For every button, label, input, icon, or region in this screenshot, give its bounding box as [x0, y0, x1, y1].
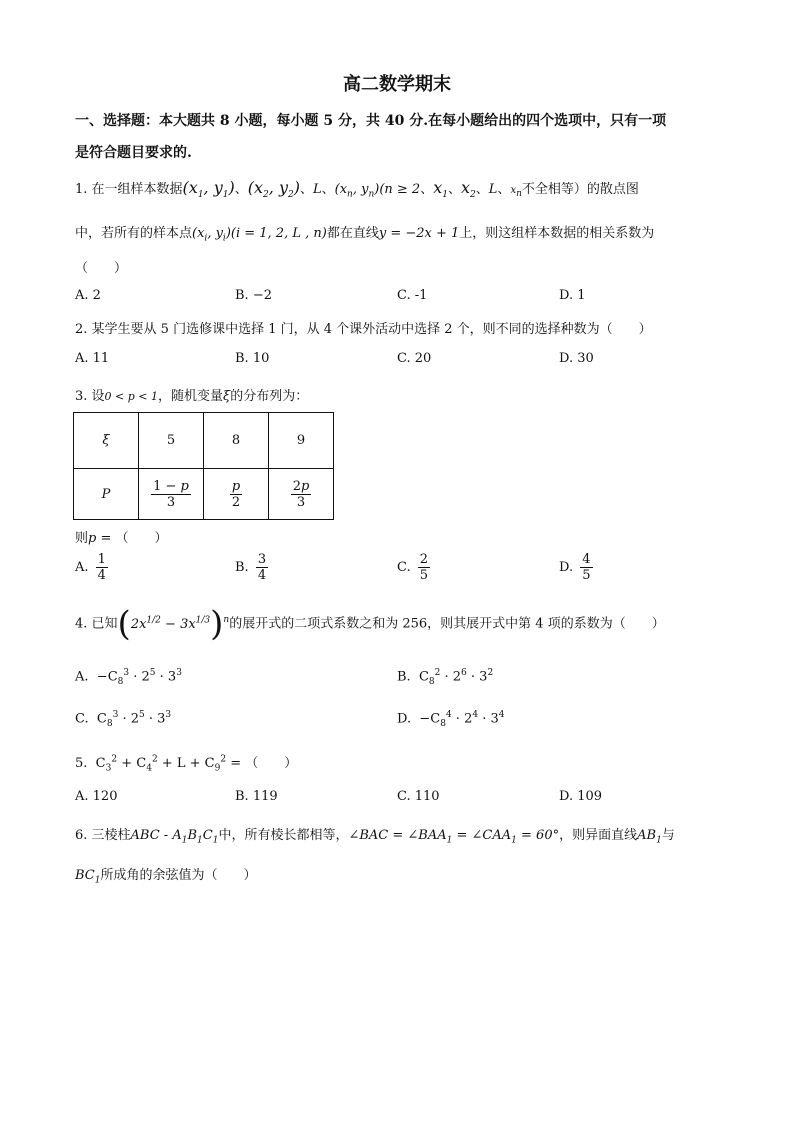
table-cell: 8 — [204, 413, 269, 469]
option-label: A. — [75, 560, 89, 575]
q3-option-d[interactable] — [559, 552, 596, 583]
question-3-tail: 的分布列为： — [230, 389, 309, 404]
q5-option-a[interactable]: A. 120 — [75, 789, 118, 804]
math-p: p — [88, 531, 97, 546]
question-3-text — [75, 385, 308, 404]
q1-option-b[interactable]: B. −2 — [235, 288, 272, 303]
math-x1y1: ($x_1$, $y_1$) — [182, 178, 235, 201]
math-prism: ABC - $A_1B_1C_1$ — [130, 828, 219, 846]
q5-option-c[interactable]: C. 110 — [397, 789, 440, 804]
left-paren: ( — [117, 604, 131, 644]
q5-option-d[interactable]: D. 109 — [559, 789, 603, 804]
math-xiyi: ($x_i$, $y_i)(i = 1$, 2, L , n) — [192, 226, 327, 244]
page-title: 高二数学期末 — [343, 74, 451, 95]
question-5-tail: = （ ） — [230, 756, 298, 771]
option-label: D. — [397, 711, 412, 727]
separator: 、 — [420, 182, 434, 197]
option-label: C. — [75, 711, 89, 727]
frac-denominator: 4 — [257, 568, 267, 583]
frac-numerator: 4 — [582, 552, 591, 567]
q2-option-d[interactable]: D. 30 — [559, 351, 594, 366]
question-1-line2-intro: 中，若所有的样本点 — [75, 226, 193, 241]
q2-option-b[interactable]: B. 10 — [235, 351, 270, 366]
math-xi: ξ — [223, 389, 231, 404]
q4-option-b[interactable]: B. $C_8^2 \cdot 2^6 \cdot 3^2$ — [397, 668, 494, 687]
option-label: A. — [75, 669, 89, 685]
question-6-mid: 中，所有棱长都相等， — [218, 828, 349, 843]
math-x1: $x_1$ — [433, 178, 448, 201]
table-header-p: P — [74, 469, 139, 520]
question-6-line2-tail: 所成角的余弦值为（ ） — [100, 868, 257, 883]
frac-denominator: 4 — [97, 568, 106, 583]
math-ab1: $AB_1$ — [637, 828, 662, 846]
question-4-intro: 4. 已知 — [75, 616, 118, 632]
right-paren: ) — [210, 604, 224, 644]
table-cell: $\frac{1 - p}{3}$ — [139, 469, 204, 520]
math-ellipsis: L — [312, 182, 322, 197]
question-6-intro: 6. 三棱柱 — [75, 828, 131, 843]
separator: 、 — [475, 182, 489, 197]
question-6-line1 — [75, 824, 675, 846]
q4-option-d[interactable]: D. $-C_8^4 \cdot 2^4 \cdot 3^4$ — [397, 710, 505, 729]
math-ellipsis: L — [488, 182, 498, 197]
question-4-text — [75, 604, 665, 644]
question-1-intro: 1. 在一组样本数据 — [75, 182, 183, 197]
table-cell: 5 — [139, 413, 204, 469]
q1-option-d[interactable]: D. 1 — [559, 288, 586, 303]
table-header-xi: ξ — [74, 413, 139, 469]
question-2-text: 2. 某学生要从 5 门选修课中选择 1 门，从 4 个课外活动中选择 2 个，则不同的选择种数为（ ） — [75, 322, 652, 337]
math-bc1: $BC_1$ — [75, 868, 101, 886]
question-3-mid: ，随机变量 — [158, 389, 224, 404]
math-binomial: $2x^{1/2} - 3x^{1/3}$ — [130, 615, 211, 632]
frac-numerator: 3 — [257, 552, 267, 567]
question-3-intro: 3. 设 — [75, 389, 105, 404]
question-1-tail: 不全相等）的散点图 — [521, 182, 639, 197]
q4-option-a[interactable]: A. $-C_8^3 \cdot 2^5 \cdot 3^3$ — [75, 668, 182, 687]
frac-denominator: 5 — [582, 568, 591, 583]
separator: 、 — [234, 182, 248, 197]
frac-numerator: 1 — [97, 552, 106, 567]
option-label: D. — [559, 560, 574, 575]
question-5-text: 5. $C_3^2 + C_4^2 + L + C_9^2$ = （ ） — [75, 754, 298, 774]
table-cell: $\frac{p}{2}$ — [204, 469, 269, 520]
math-x2: $x_2$ — [461, 178, 476, 201]
section-heading-line1: 一、选择题：本大题共 8 小题，每小题 5 分，共 40 分.在每小题给出的四个选项中，只有一项 — [75, 113, 667, 129]
separator: 、 — [321, 182, 335, 197]
question-1-line2-tail: 上，则这组样本数据的相关系数为 — [459, 226, 655, 241]
question-1-answer-blank: （ ） — [75, 261, 128, 276]
option-label: C. — [397, 560, 411, 575]
q3-option-c[interactable] — [397, 552, 433, 583]
math-angles: ∠BAC = $\angle BAA_1$ = $\angle CAA_1 = 60^\circ$ — [348, 828, 560, 846]
q3-option-b[interactable] — [235, 552, 271, 583]
frac-numerator: 2 — [419, 552, 429, 567]
table-cell: $\frac{2p}{3}$ — [269, 469, 334, 520]
question-1-line2 — [75, 222, 654, 244]
question-3-ask-tail: = （ ） — [96, 531, 168, 546]
q2-option-c[interactable]: C. 20 — [397, 351, 432, 366]
separator: 、 — [299, 182, 313, 197]
distribution-table — [73, 412, 334, 520]
question-3-ask — [75, 527, 168, 546]
q1-option-c[interactable]: C. -1 — [397, 288, 428, 303]
section-heading-line2: 是符合题目要求的. — [75, 145, 192, 161]
table-cell: 9 — [269, 413, 334, 469]
q1-option-a[interactable]: A. 2 — [75, 288, 101, 303]
question-1-line1 — [75, 178, 639, 200]
question-4-tail: 的展开式的二项式系数之和为 256，则其展开式中第 4 项的系数为（ ） — [229, 616, 665, 632]
frac-denominator: 5 — [419, 568, 429, 583]
q2-option-a[interactable]: A. 11 — [75, 351, 110, 366]
question-3-ask-label: 则 — [75, 531, 89, 546]
option-label: B. — [397, 669, 411, 685]
question-6-tail2: 与 — [661, 828, 675, 843]
question-1-line2-mid: 都在直线 — [326, 226, 379, 241]
math-x2y2: ($x_2$, $y_2$) — [247, 178, 300, 201]
separator: 、 — [497, 182, 511, 197]
option-label: B. — [235, 560, 249, 575]
question-6-tail: ，则异面直线 — [559, 828, 638, 843]
math-xn: $x_n$ — [510, 185, 522, 199]
question-6-line2 — [75, 864, 257, 886]
separator: 、 — [447, 182, 461, 197]
q5-option-b[interactable]: B. 119 — [235, 789, 278, 804]
math-p-range: 0 < p < 1 — [104, 390, 159, 403]
math-exponent-n: n — [223, 615, 230, 626]
q4-option-c[interactable]: C. $C_8^3 \cdot 2^5 \cdot 3^3$ — [75, 710, 172, 729]
math-line-equation: y = −2x + 1 — [378, 226, 460, 241]
question-5-intro: 5. — [75, 756, 88, 771]
q3-option-a[interactable] — [75, 552, 111, 583]
math-xnyn: ($x_n$, $y_n)(n \ge 2$ — [334, 182, 421, 200]
